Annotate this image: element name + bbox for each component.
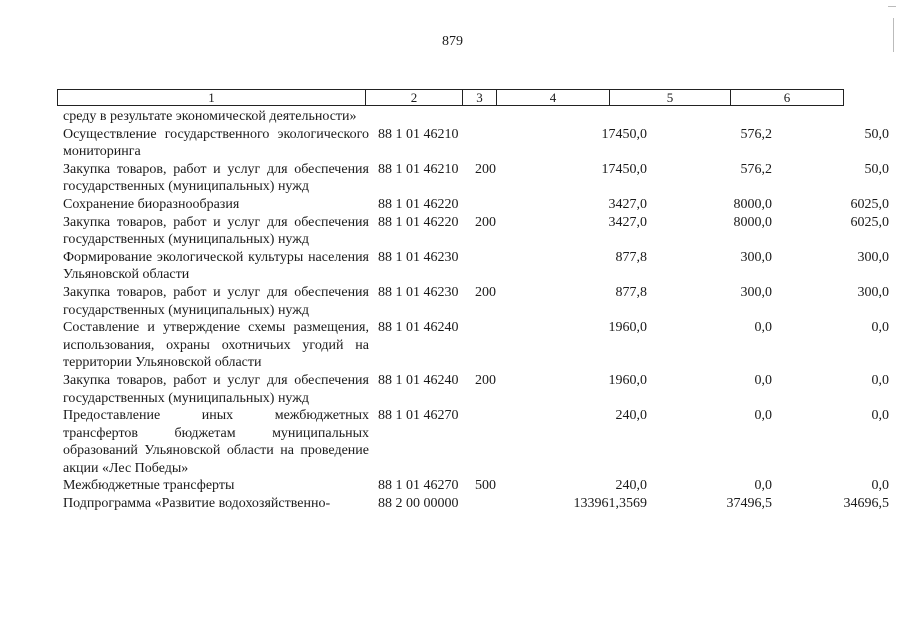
row-name: Закупка товаров, работ и услуг для обеспечения государственных (муниципальных) нужд (63, 161, 369, 195)
row-name: среду в результате экономической деятельности» (63, 109, 357, 124)
row-expense-type (473, 407, 507, 477)
row-name: Подпрограмма «Развитие водохозяйственно- (63, 496, 331, 512)
row-expense-type: 200 (475, 214, 496, 230)
row-value-col6: 0,0 (871, 372, 889, 388)
row-expense-type (473, 196, 507, 214)
row-value-col6: 0,0 (871, 408, 889, 424)
row-expense-type (473, 495, 507, 513)
row-value-col4: 240,0 (615, 478, 647, 494)
row-value-col5: 0,0 (754, 408, 772, 424)
row-value-col6: 300,0 (857, 284, 889, 300)
row-value-col5: 8000,0 (733, 196, 772, 212)
row-name: Закупка товаров, работ и услуг для обеспечения государственных (муниципальных) нужд (63, 214, 369, 248)
scan-mark (888, 6, 896, 7)
column-header-5: 5 (610, 90, 731, 105)
row-value-col6: 6025,0 (850, 196, 889, 212)
row-value-col4: 877,8 (615, 284, 647, 300)
row-value-col4: 1960,0 (608, 320, 647, 336)
page-number: 879 (442, 34, 463, 49)
row-name: Составление и утверждение схемы размещения, использования, охраны охотничьих угодий на территории Ульяновской области (63, 320, 369, 371)
column-header-6: 6 (783, 90, 791, 105)
table-row (57, 407, 893, 477)
row-code: 88 1 01 46230 (378, 249, 459, 265)
table-row (57, 249, 893, 284)
row-value-col6: 0,0 (871, 320, 889, 336)
budget-table (57, 108, 893, 513)
row-expense-type (473, 108, 507, 126)
row-value-col6 (776, 108, 893, 126)
table-row (57, 214, 893, 249)
row-value-col4: 3427,0 (608, 214, 647, 230)
column-header-2: 2 (366, 90, 463, 105)
row-value-col5: 0,0 (754, 320, 772, 336)
row-value-col5: 0,0 (754, 372, 772, 388)
row-code: 88 1 01 46230 (378, 284, 459, 300)
row-value-col4: 17450,0 (601, 126, 647, 142)
row-code: 88 1 01 46220 (378, 196, 459, 212)
table-row (57, 495, 893, 513)
row-code: 88 1 01 46240 (378, 320, 459, 336)
row-expense-type (473, 319, 507, 372)
row-name: Закупка товаров, работ и услуг для обеспечения государственных (муниципальных) нужд (63, 372, 369, 406)
row-name: Формирование экологической культуры населения Ульяновской области (63, 249, 369, 283)
table-row (57, 284, 893, 319)
row-value-col4: 877,8 (615, 249, 647, 265)
column-header-1: 1 (58, 90, 366, 105)
row-value-col4 (507, 108, 651, 126)
row-code: 88 2 00 00000 (378, 496, 459, 512)
table-row (57, 108, 893, 126)
row-name: Закупка товаров, работ и услуг для обеспечения государственных (муниципальных) нужд (63, 284, 369, 318)
row-value-col5: 0,0 (754, 478, 772, 494)
row-code: 88 1 01 46210 (378, 126, 459, 142)
row-value-col5: 37496,5 (726, 496, 772, 512)
column-header-4: 4 (497, 90, 610, 105)
row-name: Межбюджетные трансферты (63, 478, 235, 494)
row-code: 88 1 01 46220 (378, 214, 459, 230)
scan-mark (893, 18, 894, 52)
row-expense-type: 200 (475, 161, 496, 177)
row-code: 88 1 01 46270 (378, 408, 459, 424)
row-code: 88 1 01 46270 (378, 478, 459, 494)
table-row (57, 196, 893, 214)
row-value-col5: 300,0 (740, 284, 772, 300)
row-code: 88 1 01 46210 (378, 161, 459, 177)
table-header-row (57, 89, 844, 106)
table-row (57, 372, 893, 407)
row-value-col5: 576,2 (740, 161, 772, 177)
row-value-col5 (651, 108, 776, 126)
row-code (371, 108, 473, 126)
row-expense-type: 500 (475, 478, 496, 494)
table-row (57, 319, 893, 372)
row-value-col4: 133961,3569 (573, 496, 647, 512)
row-name: Предоставление иных межбюджетных трансфертов бюджетам муниципальных образований Ульяновской области на проведение акции «Лес Победы» (63, 408, 369, 476)
row-value-col5: 300,0 (740, 249, 772, 265)
row-value-col6: 0,0 (871, 478, 889, 494)
row-value-col4: 1960,0 (608, 372, 647, 388)
column-header-3: 3 (463, 90, 497, 105)
row-code: 88 1 01 46240 (378, 372, 459, 388)
row-value-col4: 3427,0 (608, 196, 647, 212)
row-value-col4: 240,0 (615, 408, 647, 424)
row-value-col6: 34696,5 (843, 496, 889, 512)
row-value-col5: 8000,0 (733, 214, 772, 230)
row-value-col6: 6025,0 (850, 214, 889, 230)
row-name: Осуществление государственного экологического мониторинга (63, 126, 369, 160)
row-name: Сохранение биоразнообразия (63, 196, 240, 212)
row-expense-type (473, 126, 507, 161)
row-value-col6: 50,0 (864, 126, 889, 142)
row-expense-type: 200 (475, 284, 496, 300)
row-expense-type (473, 249, 507, 284)
row-expense-type: 200 (475, 372, 496, 388)
row-value-col5: 576,2 (740, 126, 772, 142)
row-value-col6: 50,0 (864, 161, 889, 177)
table-row (57, 126, 893, 161)
table-row (57, 477, 893, 495)
table-row (57, 161, 893, 196)
row-value-col4: 17450,0 (601, 161, 647, 177)
row-value-col6: 300,0 (857, 249, 889, 265)
